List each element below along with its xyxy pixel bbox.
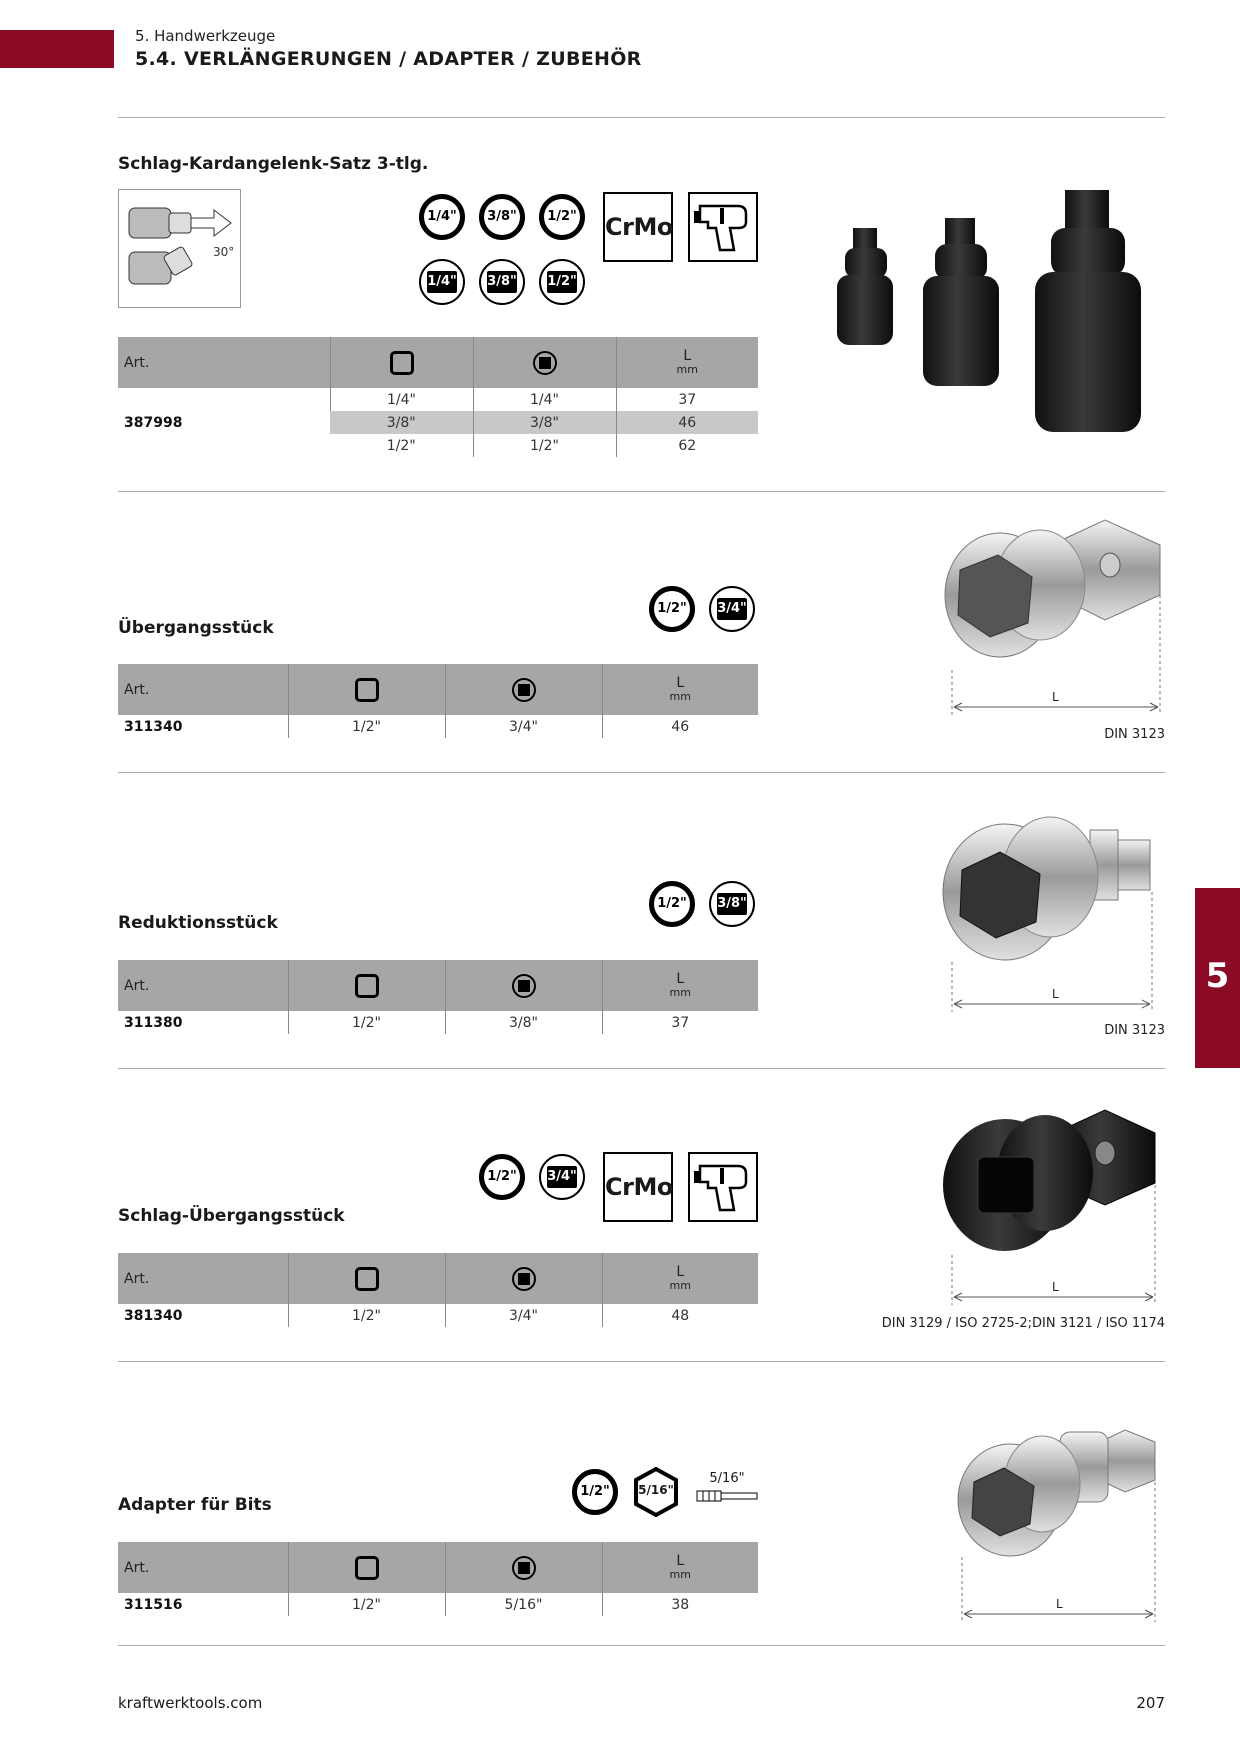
product-photo-bit-adapter [950,1412,1165,1627]
drive-male-badge: 1/2" [649,881,695,927]
square-drive-female-icon [512,1556,536,1580]
square-drive-female-icon [533,351,557,375]
square-drive-male-icon [355,974,379,998]
drive-male-badge: 1/2" [539,194,585,240]
chapter-label: 5. Handwerkzeuge [135,27,276,45]
product-photo-adapter [940,515,1165,720]
divider [118,1068,1165,1069]
cell-length: 37 [616,388,758,411]
dimension-label: L [1052,690,1059,704]
bit-icon [695,1488,759,1504]
hex-drive-female-badge: 5/16" [631,1467,681,1517]
drive-female-badge: 3/4" [539,1154,585,1200]
cell-output: 1/2" [288,1011,445,1034]
article-number: 311380 [124,1014,183,1031]
cell-input: 3/8" [473,411,616,434]
cell-length: 48 [602,1304,758,1327]
chapter-tab[interactable] [1195,888,1240,1068]
square-drive-female-icon [512,1267,536,1291]
product-title: Adapter für Bits [118,1495,272,1515]
drive-male-badge: 1/2" [572,1469,618,1515]
square-drive-male-icon [355,678,379,702]
crmo-material-badge: CrMo [603,192,673,262]
col-header-input-drive [473,337,616,388]
square-drive-male-icon [355,1267,379,1291]
product-photo-impact-adapter [940,1105,1165,1310]
cell-output: 1/2" [288,715,445,738]
divider [118,491,1165,492]
cell-output: 3/8" [330,411,473,434]
divider [118,117,1165,118]
cell-output: 1/2" [386,437,416,454]
article-number: 381340 [124,1307,183,1324]
col-header-input-drive [445,664,602,715]
col-header-output-drive [330,337,473,388]
cell-length: 62 [616,434,758,457]
col-header-length: L mm [602,1542,758,1593]
spec-table [118,337,758,457]
col-header-art: Art. [118,960,288,1011]
square-drive-male-icon [390,351,414,375]
table-row [118,1011,758,1034]
product-title: Schlag-Kardangelenk-Satz 3-tlg. [118,154,429,174]
impact-wrench-icon [688,192,758,262]
col-header-length: L mm [616,337,758,388]
spec-table [118,1253,758,1327]
dimension-label: L [1052,987,1059,1001]
impact-wrench-icon [688,1152,758,1222]
spec-table [118,1542,758,1616]
chapter-tab-number: 5 [1205,956,1230,996]
table-row [118,388,758,411]
col-header-art: Art. [118,1253,288,1304]
cell-output: 1/2" [288,1304,445,1327]
product-photo-reducer [940,812,1165,1017]
product-title: Schlag-Übergangsstück [118,1206,345,1226]
table-row [118,1593,758,1616]
table-row [118,715,758,738]
header-color-bar [0,30,114,68]
col-header-input-drive [445,1542,602,1593]
cell-length: 46 [602,715,758,738]
product-title: Reduktionsstück [118,913,278,933]
bit-size-label: 5/16" [709,1471,745,1486]
col-header-output-drive [288,960,445,1011]
footer-url[interactable]: kraftwerktools.com [118,1694,263,1712]
page-number: 207 [1136,1694,1165,1712]
col-header-output-drive [288,1253,445,1304]
drive-female-badge: 1/4" [419,259,465,305]
cell-output: 1/4" [330,388,473,411]
divider [118,772,1165,773]
spec-table [118,664,758,738]
norm-reference: DIN 3123 [1104,727,1165,742]
article-number: 311340 [124,718,183,735]
cell-input: 1/2" [473,434,616,457]
divider [118,1645,1165,1646]
norm-reference: DIN 3129 / ISO 2725-2;DIN 3121 / ISO 1174 [881,1316,1165,1331]
article-number: 311516 [124,1596,183,1613]
cell-input: 3/8" [445,1011,602,1034]
dimension-label: L [1056,1597,1063,1611]
cell-output: 1/2" [288,1593,445,1616]
square-drive-female-icon [512,678,536,702]
cell-input: 3/4" [445,715,602,738]
cell-length: 46 [616,411,758,434]
article-number: 387998 [124,414,183,431]
drive-female-badge: 3/8" [709,881,755,927]
norm-reference: DIN 3123 [1104,1023,1165,1038]
angle-label: 30° [213,245,235,259]
col-header-length: L mm [602,960,758,1011]
col-header-art: Art. [118,337,330,388]
dimension-label: L [1052,1280,1059,1294]
crmo-material-badge: CrMo [603,1152,673,1222]
col-header-art: Art. [118,1542,288,1593]
square-drive-female-icon [512,974,536,998]
cell-input: 3/4" [445,1304,602,1327]
cell-length: 38 [602,1593,758,1616]
table-row [118,1304,758,1327]
col-header-input-drive [445,1253,602,1304]
section-title: 5.4. VERLÄNGERUNGEN / ADAPTER / ZUBEHÖR [135,48,642,70]
square-drive-male-icon [355,1556,379,1580]
drive-female-badge: 3/4" [709,586,755,632]
drive-male-badge: 3/8" [479,194,525,240]
divider [118,1361,1165,1362]
col-header-output-drive [288,1542,445,1593]
col-header-output-drive [288,664,445,715]
product-photo-universal-joints [815,190,1165,440]
drive-male-badge: 1/4" [419,194,465,240]
cell-length: 37 [602,1011,758,1034]
col-header-length: L mm [602,664,758,715]
product-title: Übergangsstück [118,618,274,638]
drive-female-badge: 1/2" [539,259,585,305]
col-header-input-drive [445,960,602,1011]
col-header-art: Art. [118,664,288,715]
drive-male-badge: 1/2" [479,1154,525,1200]
col-header-length: L mm [602,1253,758,1304]
drive-male-badge: 1/2" [649,586,695,632]
cell-input: 1/4" [473,388,616,411]
spec-table [118,960,758,1034]
joint-angle-illustration [118,189,241,308]
cell-input: 5/16" [445,1593,602,1616]
drive-female-badge: 3/8" [479,259,525,305]
